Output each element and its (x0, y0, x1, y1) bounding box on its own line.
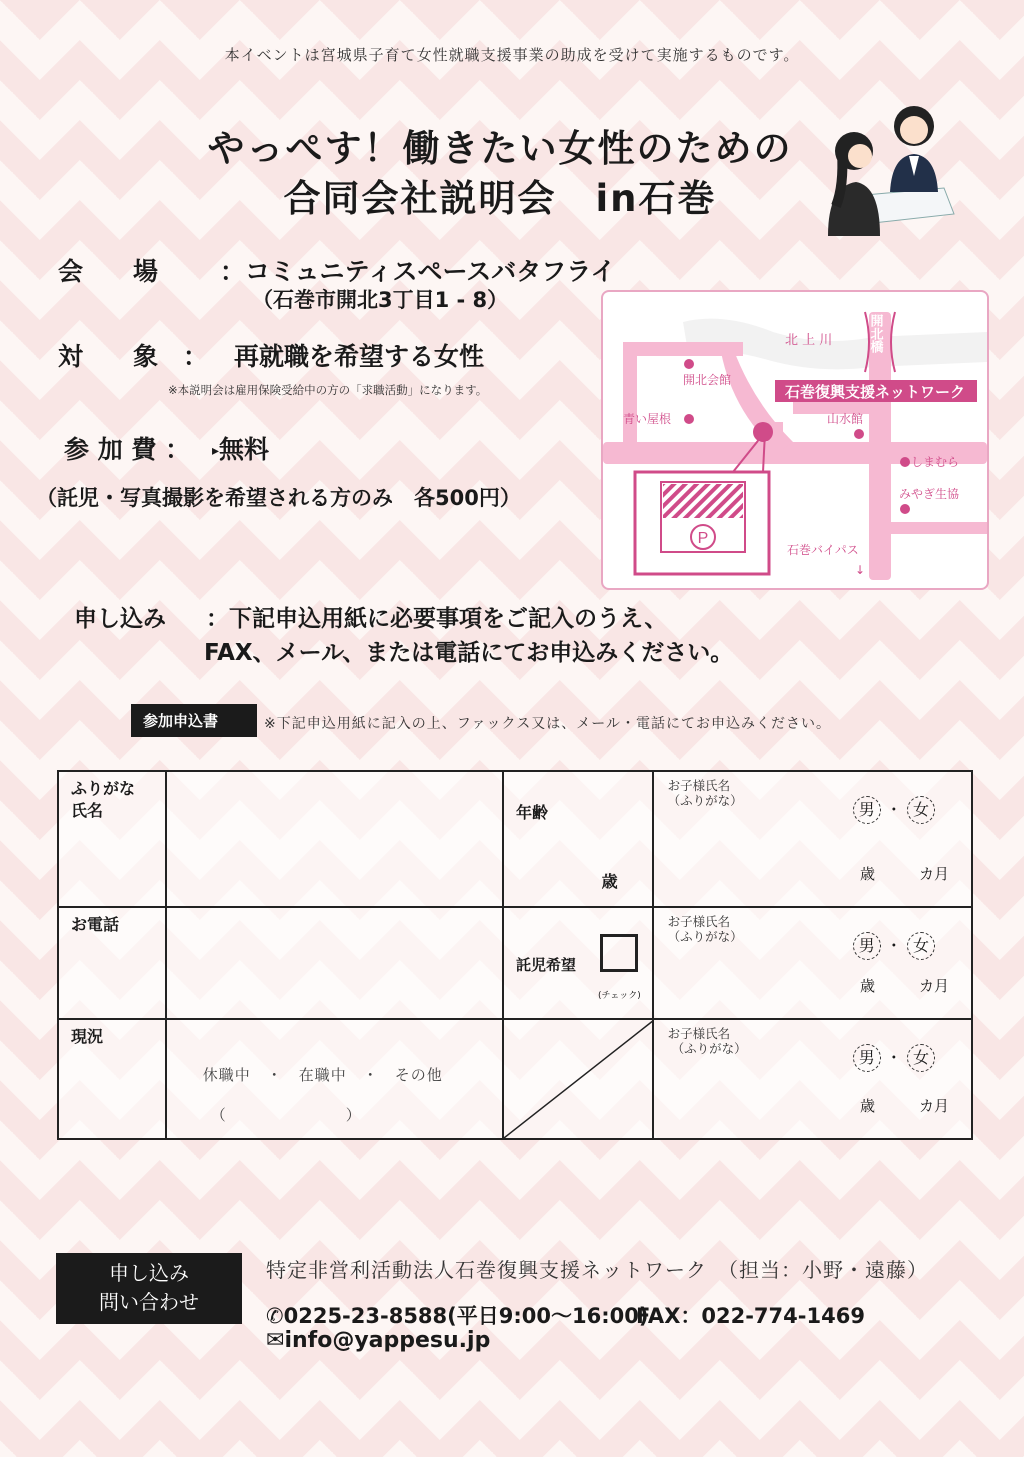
status-label-cell (58, 1019, 166, 1139)
age-unit: 歳 (601, 872, 618, 891)
table-row (58, 907, 972, 1019)
table-row (58, 1019, 972, 1139)
map-label-river: 北 上 川 (785, 333, 833, 348)
contact-box-line1: 申し込み (109, 1261, 189, 1285)
map-label-network: 石巻復興支援ネットワーク (785, 383, 966, 401)
gender-select[interactable]: 男 ・ 女 (853, 796, 935, 824)
page-title-line2: 合同会社説明会 in石巻 (283, 177, 717, 220)
contact-box (56, 1253, 242, 1324)
name-label-cell (58, 771, 166, 907)
child-1-field[interactable] (653, 771, 972, 907)
child-age: 歳 カ月 (859, 977, 949, 995)
child-2-field[interactable] (653, 907, 972, 1019)
contact-box-line2: 問い合わせ (99, 1290, 199, 1314)
email-address: info@yappesu.jp (284, 1328, 491, 1353)
map-label-bridge: 開北橋 (867, 314, 883, 353)
blank-cell (503, 1019, 653, 1139)
target-note: ※本説明会は雇用保険受給中の方の「求職活動」になります。 (168, 383, 488, 397)
status-options[interactable]: 休職中 ・ 在職中 ・ その他 (202, 1066, 443, 1084)
venue-address: （石巻市開北3丁目1 - 8） (252, 288, 509, 312)
page-title-line1: やっぺす！働きたい女性のための (207, 127, 793, 170)
fee-note: （託児・写真撮影を希望される方のみ 各500円） (36, 486, 521, 510)
apply-instructions-line2: FAX、メール、または電話にてお申込みください。 (204, 640, 734, 666)
fee-text (212, 430, 269, 466)
child-age: 歳 カ月 (859, 1097, 949, 1115)
fax-number: FAX：022-774-1469 (636, 1304, 865, 1328)
map-drawing (603, 292, 987, 588)
fee-label: 参 加 費 ： (64, 435, 191, 464)
phone-label-cell (58, 907, 166, 1019)
childcare-field (503, 907, 653, 1019)
fee-value: 無料 (219, 435, 270, 464)
interview-illustration (814, 96, 964, 246)
child-age: 歳 カ月 (859, 865, 949, 883)
email-line[interactable] (266, 1328, 490, 1353)
form-header: 参加申込書 (131, 704, 257, 737)
down-arrow-icon: ↓ (855, 563, 866, 577)
triangle-icon: ▸ (212, 443, 220, 459)
table-row (58, 771, 972, 907)
target-text: 再就職を希望する女性 (234, 342, 485, 371)
map-label-sansui: 山水館 (827, 412, 864, 426)
age-field[interactable] (503, 771, 653, 907)
venue-map (601, 290, 989, 590)
map-label-kaihoku: 開北会館 (683, 373, 732, 387)
grant-notice: 本イベントは宮城県子育て女性就職支援事業の助成を受けて実施するものです。 (224, 46, 800, 64)
phone-label: お電話 (71, 915, 120, 934)
status-label: 現況 (71, 1027, 104, 1046)
form-note: ※下記申込用紙に記入の上、ファックス又は、メール・電話にてお申込みください。 (264, 716, 832, 732)
phone-number: 0225-23-8588(平日9:00～16:00) (283, 1304, 649, 1328)
diagonal-line (504, 1020, 654, 1138)
child-3-field[interactable] (653, 1019, 972, 1139)
name-field[interactable] (166, 771, 503, 907)
map-label-coop: みやぎ生協 (899, 487, 960, 501)
parking-icon: P (697, 530, 709, 547)
apply-label: 申し込み (74, 606, 166, 632)
child-name-label: お子様氏名 （ふりがな） (667, 778, 743, 808)
mail-icon: ✉ (266, 1328, 285, 1353)
application-form (57, 770, 973, 1140)
status-field[interactable] (166, 1019, 503, 1139)
gender-select[interactable]: 男 ・ 女 (853, 932, 935, 960)
status-other: （ ） (210, 1106, 361, 1124)
furigana-label: ふりがな (71, 779, 136, 798)
phone-icon: ✆ (266, 1304, 284, 1328)
phone-line[interactable] (266, 1300, 648, 1330)
gender-select[interactable]: 男 ・ 女 (853, 1044, 935, 1072)
map-label-shimamura: しまむら (911, 455, 960, 469)
venue-label: 会 場 (58, 257, 159, 286)
map-label-aoi: 青い屋根 (623, 412, 672, 426)
name-label: 氏名 (71, 801, 104, 820)
age-label: 年齢 (515, 803, 548, 822)
map-label-bypass: 石巻バイパス (787, 543, 859, 557)
child-name-label: お子様氏名 （ふりがな） (667, 1026, 747, 1056)
child-name-label: お子様氏名 （ふりがな） (667, 914, 743, 944)
target-label: 対 象 ： (58, 342, 209, 371)
childcare-checkbox[interactable] (600, 934, 638, 972)
apply-instructions-line1: ：下記申込用紙に必要事項をご記入のうえ、 (206, 606, 668, 632)
check-note: (チェック) (597, 991, 641, 1001)
childcare-label: 託児希望 (515, 956, 576, 974)
venue-name: ：コミュニティスペースバタフライ (220, 257, 616, 286)
organization: 特定非営利活動法人石巻復興支援ネットワーク （担当：小野・遠藤） (266, 1258, 928, 1282)
phone-field[interactable] (166, 907, 503, 1019)
